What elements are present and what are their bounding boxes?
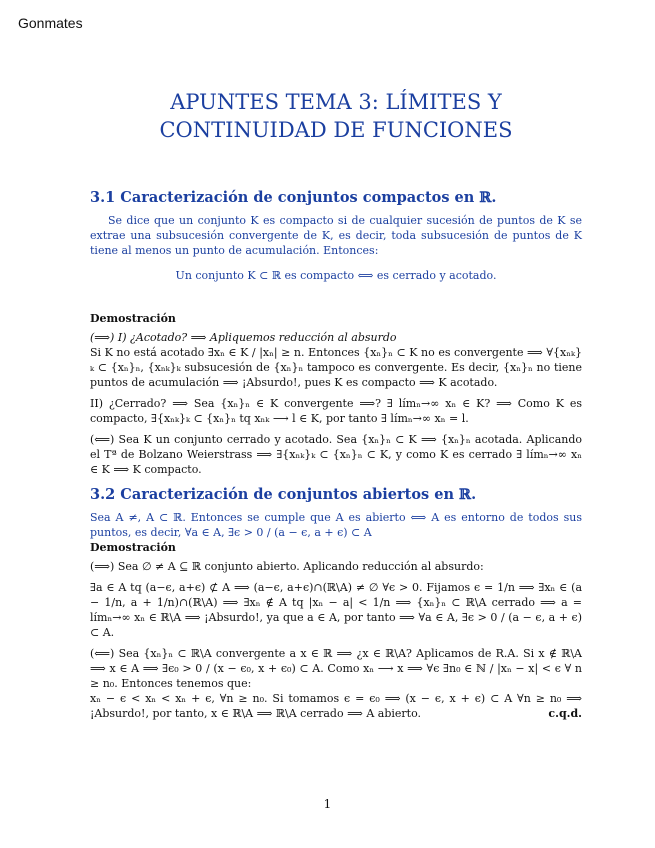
section-1-statement: Un conjunto K ⊂ ℝ es compacto ⟺ es cerrado y acotado. xyxy=(175,269,497,282)
section-1-intro: Se dice que un conjunto K es compacto si de cualquier sucesión de puntos de K se extrae una subsucesión convergente de K, es decir, toda subsucesión de puntos de K tiene al menos un punto de acumulación. Entonces: xyxy=(90,214,582,257)
section-2-intro: Sea A ≠, A ⊂ ℝ. Entonces se cumple que A es abierto ⟺ A es entorno de todos sus puntos, es decir, ∀a ∈ A, ∃ϵ > 0 / (a − ϵ, a + ϵ) ⊂ A xyxy=(90,511,582,539)
qed-mark: c.q.d. xyxy=(548,707,582,720)
section-2-proof-part-2: ∃a ∈ A tq (a−ϵ, a+ϵ) ⊄ A ⟹ (a−ϵ, a+ϵ)∩(ℝ\A) ≠ ∅ ∀ϵ > 0. Fijamos ϵ = 1/n ⟹ ∃xₙ ∈ (a − 1/n, a + 1/n)∩(ℝ\A) ⟹ ∃xₙ ∉ A tq |xₙ − a| < 1/n ⟹ {xₙ}ₙ ⊂ ℝ\A cerrado ⟹ a = límₙ→∞ xₙ ∈ ℝ\A ⟹ ¡Absurdo!, ya que a ∈ A, por tanto ⟹ ∀a ∈ A, ∃ϵ > 0 / (a − ϵ, a + ϵ) ⊂ A. xyxy=(90,581,582,639)
section-1-proof-part-1: Si K no está acotado ∃xₙ ∈ K / |xₙ| ≥ n. Entonces {xₙ}ₙ ⊂ K no es convergente ⟹ ∀{xₙₖ}ₖ ⊂ {xₙ}ₙ, {xₙₖ}ₖ subsucesión de {xₙ}ₙ tampoco es convergente. Es decir, {xₙ}ₙ no tiene puntos de acumulación ⟹ ¡Absurdo!, pues K es compacto ⟹ K acotado. xyxy=(90,346,582,389)
section-2-proof-part-1: (⟹) Sea ∅ ≠ A ⊆ ℝ conjunto abierto. Aplicando reducción al absurdo: xyxy=(90,560,484,573)
section-1-demo-heading: Demostración xyxy=(90,312,176,325)
watermark: Gonmates xyxy=(18,15,83,31)
title-line-1: APUNTES TEMA 3: LÍMITES Y xyxy=(170,90,502,114)
section-1-heading: 3.1 Caracterización de conjuntos compactos en ℝ. xyxy=(90,189,497,206)
section-2-demo-heading: Demostración xyxy=(90,541,176,554)
document-title xyxy=(90,88,582,144)
section-1-proof-part-1-head: (⟹) I) ¿Acotado? ⟹ Apliquemos reducción al absurdo xyxy=(90,331,397,344)
page-number: 1 xyxy=(323,797,332,811)
title-line-2: CONTINUIDAD DE FUNCIONES xyxy=(159,118,513,142)
section-2-proof-part-4-text: xₙ − ϵ < xₙ < xₙ + ϵ, ∀n ≥ n₀. Si tomamos ϵ = ϵ₀ ⟹ (x − ϵ, x + ϵ) ⊂ A ∀n ≥ n₀ ⟹ ¡Absurdo!, por tanto, x ∈ ℝ\A ⟹ ℝ\A cerrado ⟹ A abierto. xyxy=(90,692,582,720)
section-2-proof-part-3: (⟸) Sea {xₙ}ₙ ⊂ ℝ\A convergente a x ∈ ℝ ⟹ ¿x ∈ ℝ\A? Aplicamos de R.A. Si x ∉ ℝ\A ⟹ x ∈ A ⟹ ∃ϵ₀ > 0 / (x − ϵ₀, x + ϵ₀) ⊂ A. Como xₙ ⟶ x ⟹ ∀ϵ ∃n₀ ∈ ℕ / |xₙ − x| < ϵ ∀ n ≥ n₀. Entonces tenemos que: xyxy=(90,647,582,690)
document-page xyxy=(90,88,582,721)
section-2-proof-part-4 xyxy=(90,691,582,721)
section-1-proof-part-3: (⟸) Sea K un conjunto cerrado y acotado. Sea {xₙ}ₙ ⊂ K ⟹ {xₙ}ₙ acotada. Aplicando el Tª de Bolzano Weierstrass ⟹ ∃{xₙₖ}ₖ ⊂ {xₙ}ₙ ⊂ K, y como K es cerrado ∃ límₙ→∞ xₙ ∈ K ⟹ K compacto. xyxy=(90,433,582,476)
section-2-heading: 3.2 Caracterización de conjuntos abiertos en ℝ. xyxy=(90,486,477,503)
section-1-proof-part-2: II) ¿Cerrado? ⟹ Sea {xₙ}ₙ ∈ K convergente ⟹? ∃ límₙ→∞ xₙ ∈ K? ⟹ Como K es compacto, ∃{xₙₖ}ₖ ⊂ {xₙ}ₙ tq xₙₖ ⟶ l ∈ K, por tanto ∃ límₙ→∞ xₙ = l. xyxy=(90,397,582,425)
